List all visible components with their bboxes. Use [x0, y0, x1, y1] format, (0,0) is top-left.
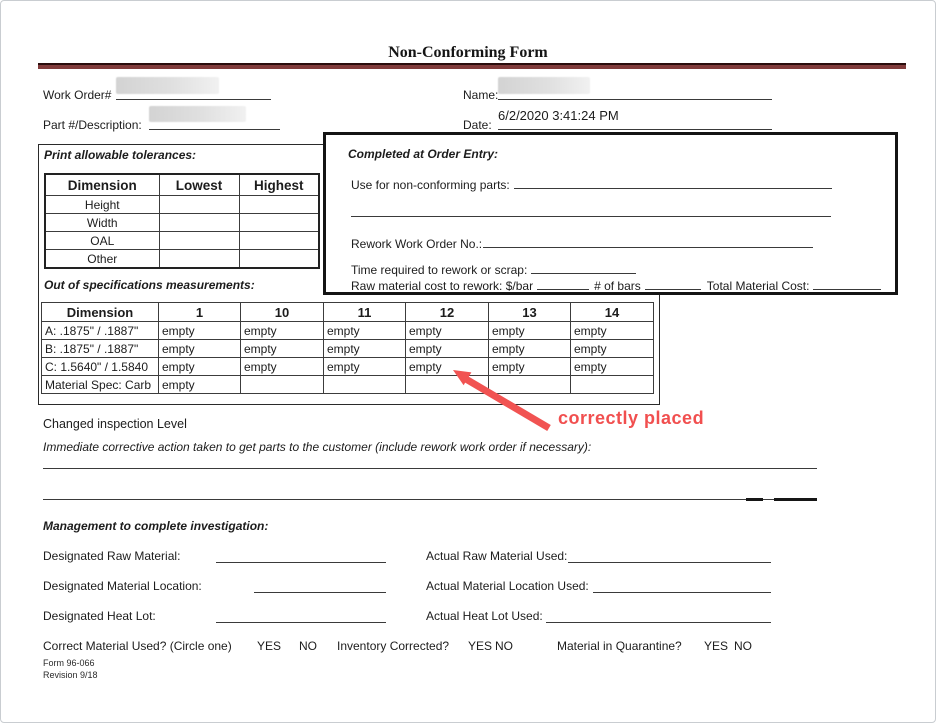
designated-material-location-label: Designated Material Location: — [43, 579, 202, 593]
correct-material-yes: YES — [257, 639, 282, 653]
header-cell: 10 — [241, 303, 324, 322]
value-cell: empty — [571, 358, 654, 376]
header-cell: 12 — [406, 303, 489, 322]
empty-cell — [239, 232, 319, 250]
value-cell: empty — [324, 358, 406, 376]
header-cell: 14 — [571, 303, 654, 322]
actual-heat-lot-label: Actual Heat Lot Used: — [426, 609, 543, 623]
value-cell: empty — [489, 322, 571, 340]
form-revision: Revision 9/18 — [43, 670, 98, 680]
empty-cell — [159, 196, 239, 214]
designated-raw-material-line — [216, 562, 386, 563]
part-description-label: Part #/Description: — [43, 118, 142, 132]
designated-heat-lot-label: Designated Heat Lot: — [43, 609, 156, 623]
table-row — [45, 174, 319, 196]
value-cell: empty — [406, 358, 489, 376]
actual-material-location-label: Actual Material Location Used: — [426, 579, 589, 593]
designated-raw-material-label: Designated Raw Material: — [43, 549, 181, 563]
quarantine-yes: YES — [704, 639, 729, 653]
table-row — [45, 196, 319, 214]
value-cell: empty — [489, 358, 571, 376]
header-cell: Lowest — [159, 174, 239, 196]
quarantine-question: Material in Quarantine? — [557, 639, 682, 653]
table-row — [45, 214, 319, 232]
table-row — [42, 322, 654, 340]
value-cell: empty — [159, 358, 241, 376]
value-cell: empty — [159, 322, 241, 340]
header-cell: 11 — [324, 303, 406, 322]
use-for-parts-field — [351, 177, 832, 192]
corrective-action-line-1 — [43, 468, 817, 469]
date-value: 6/2/2020 3:41:24 PM — [498, 108, 619, 123]
num-bars-line — [645, 278, 701, 290]
value-cell: empty — [571, 340, 654, 358]
value-cell — [241, 376, 324, 394]
rework-order-field — [351, 236, 813, 251]
row-label-cell: A: .1875" / .1887" — [42, 322, 159, 340]
order-entry-section-label: Completed at Order Entry: — [348, 147, 499, 161]
measurements-section-label: Out of specifications measurements: — [44, 278, 255, 292]
raw-cost-field — [351, 278, 881, 293]
value-cell: empty — [324, 340, 406, 358]
tolerances-table — [44, 173, 320, 269]
work-order-redacted-value — [116, 77, 219, 94]
line-mark — [774, 498, 817, 501]
page-title: Non-Conforming Form — [388, 44, 548, 61]
name-line — [498, 99, 772, 100]
value-cell: empty — [159, 340, 241, 358]
table-row — [45, 232, 319, 250]
corrective-action-label: Immediate corrective action taken to get parts to the customer (include rework work order if necessary): — [43, 440, 592, 454]
inventory-corrected-no: NO — [495, 639, 513, 653]
actual-material-location-line — [593, 592, 771, 593]
date-line — [498, 129, 772, 130]
row-label-cell: Material Spec: Carb — [42, 376, 159, 394]
date-label: Date: — [463, 118, 492, 132]
name-redacted-value — [498, 77, 590, 94]
changed-inspection-level-label: Changed inspection Level — [43, 417, 187, 431]
time-required-label: Time required to rework or scrap: — [351, 263, 528, 277]
actual-raw-material-line — [568, 562, 771, 563]
value-cell: empty — [489, 340, 571, 358]
value-cell: empty — [241, 322, 324, 340]
row-label-cell: Other — [45, 250, 159, 269]
raw-cost-label: Raw material cost to rework: $/bar — [351, 279, 534, 293]
table-row — [45, 250, 319, 269]
empty-cell — [159, 250, 239, 269]
raw-cost-line — [537, 278, 589, 290]
management-section-label: Management to complete investigation: — [43, 519, 269, 533]
header-cell: Dimension — [42, 303, 159, 322]
time-required-line — [531, 262, 636, 274]
title-divider-rule — [38, 63, 906, 69]
correct-material-question: Correct Material Used? (Circle one) — [43, 639, 232, 653]
empty-cell — [159, 232, 239, 250]
part-description-redacted-value — [149, 106, 246, 122]
part-description-line — [149, 129, 280, 130]
use-for-parts-line — [514, 177, 832, 189]
total-cost-line — [813, 278, 881, 290]
value-cell: empty — [406, 340, 489, 358]
rework-order-line — [483, 236, 813, 248]
row-label-cell: B: .1875" / .1887" — [42, 340, 159, 358]
tolerances-section-label: Print allowable tolerances: — [44, 148, 197, 162]
correct-material-no: NO — [299, 639, 317, 653]
order-entry-box — [323, 132, 898, 295]
row-label-cell: Height — [45, 196, 159, 214]
use-for-parts-label: Use for non-conforming parts: — [351, 178, 510, 192]
name-label: Name: — [463, 88, 499, 102]
total-cost-label: Total Material Cost: — [706, 279, 810, 293]
corrective-action-line-2 — [43, 499, 817, 500]
line-mark — [746, 498, 763, 501]
value-cell: empty — [159, 376, 241, 394]
empty-cell — [159, 214, 239, 232]
quarantine-no: NO — [734, 639, 752, 653]
inventory-corrected-question: Inventory Corrected? — [337, 639, 450, 653]
row-label-cell: C: 1.5640" / 1.5840 — [42, 358, 159, 376]
header-cell: Dimension — [45, 174, 159, 196]
empty-cell — [239, 196, 319, 214]
value-cell: empty — [241, 358, 324, 376]
value-cell: empty — [571, 322, 654, 340]
designated-material-location-line — [254, 592, 386, 593]
row-label-cell: OAL — [45, 232, 159, 250]
value-cell — [324, 376, 406, 394]
table-row — [42, 340, 654, 358]
actual-raw-material-label: Actual Raw Material Used: — [426, 549, 568, 563]
rework-order-label: Rework Work Order No.: — [351, 237, 483, 251]
row-label-cell: Width — [45, 214, 159, 232]
value-cell: empty — [241, 340, 324, 358]
actual-heat-lot-line — [546, 622, 771, 623]
value-cell: empty — [406, 322, 489, 340]
inventory-corrected-yes: YES — [468, 639, 493, 653]
value-cell: empty — [324, 322, 406, 340]
header-cell: 13 — [489, 303, 571, 322]
time-required-field — [351, 262, 636, 277]
empty-cell — [239, 214, 319, 232]
table-row — [42, 303, 654, 322]
work-order-label: Work Order# — [43, 88, 112, 102]
use-for-parts-line-2 — [351, 216, 831, 217]
work-order-line — [116, 99, 271, 100]
empty-cell — [239, 250, 319, 269]
annotation-text: correctly placed — [558, 408, 705, 428]
designated-heat-lot-line — [216, 622, 386, 623]
form-number: Form 96-066 — [43, 658, 95, 668]
header-cell: 1 — [159, 303, 241, 322]
num-bars-label: # of bars — [594, 279, 641, 293]
header-cell: Highest — [239, 174, 319, 196]
